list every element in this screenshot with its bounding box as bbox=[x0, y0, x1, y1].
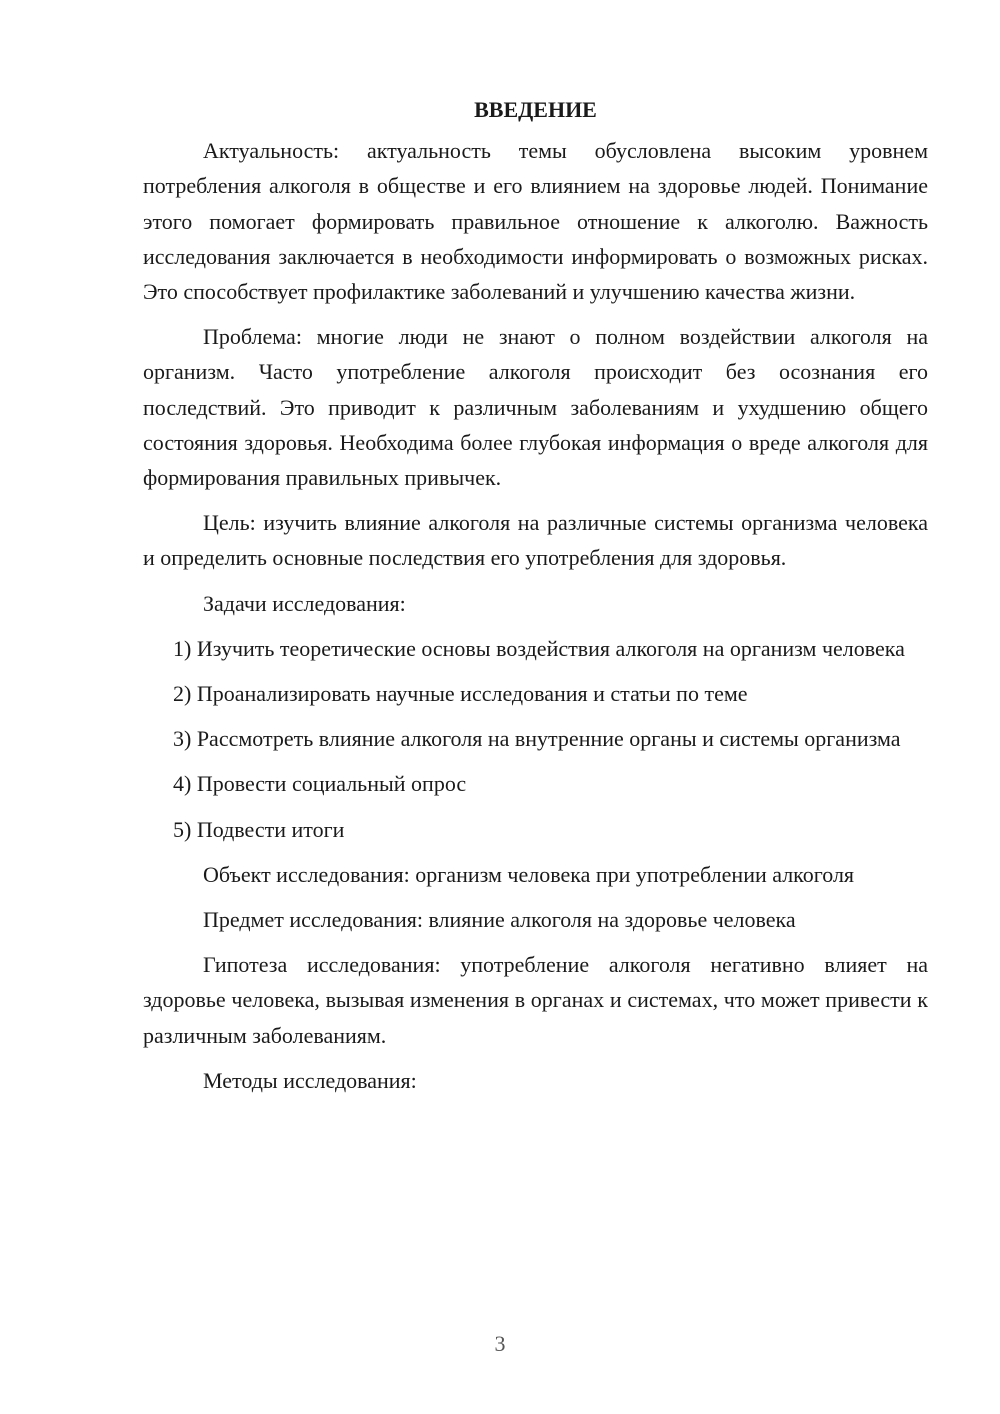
relevance-paragraph: Актуальность: актуальность темы обусловлена высоким уровнем потребления алкоголя в обществе и его влиянием на здоровье людей. Понимание этого помогает формировать правильное отношение к алкоголю. Важность исследования заключается в необходимости информировать о возможных рисках. Это способствует профилактике заболеваний и улучшению качества жизни. bbox=[143, 138, 928, 305]
goal-paragraph: Цель: изучить влияние алкоголя на различные системы организма человека и определить основные последствия его употребления для здоровья. bbox=[143, 510, 928, 571]
subject-paragraph: Предмет исследования: влияние алкоголя на здоровье человека bbox=[203, 907, 796, 933]
tasks-heading: Задачи исследования: bbox=[203, 590, 406, 616]
page-number: 3 bbox=[494, 1331, 506, 1356]
hypothesis-paragraph: Гипотеза исследования: употребление алкоголя негативно влияет на здоровье человека, вызывая изменения в органах и системах, что может привести к различным заболеваниям. bbox=[143, 952, 928, 1048]
object-paragraph: Объект исследования: организм человека при употреблении алкоголя bbox=[203, 861, 855, 887]
task-item: 3) Рассмотреть влияние алкоголя на внутренние органы и системы организма bbox=[173, 726, 901, 752]
task-item: 1) Изучить теоретические основы воздействия алкоголя на организм человека bbox=[173, 635, 905, 661]
task-item: 4) Провести социальный опрос bbox=[173, 771, 467, 797]
page-content bbox=[143, 92, 928, 1108]
task-item: 5) Подвести итоги bbox=[173, 816, 345, 842]
page-title: ВВЕДЕНИЕ bbox=[474, 97, 597, 122]
task-item: 2) Проанализировать научные исследования и статьи по теме bbox=[173, 681, 748, 707]
methods-heading: Методы исследования: bbox=[203, 1067, 417, 1093]
problem-paragraph: Проблема: многие люди не знают о полном воздействии алкоголя на организм. Часто употребление алкоголя происходит без осознания его последствий. Это приводит к различным заболеваниям и ухудшению общего состояния здоровья. Необходима более глубокая информация о вреде алкоголя для формирования правильных привычек. bbox=[143, 324, 928, 491]
